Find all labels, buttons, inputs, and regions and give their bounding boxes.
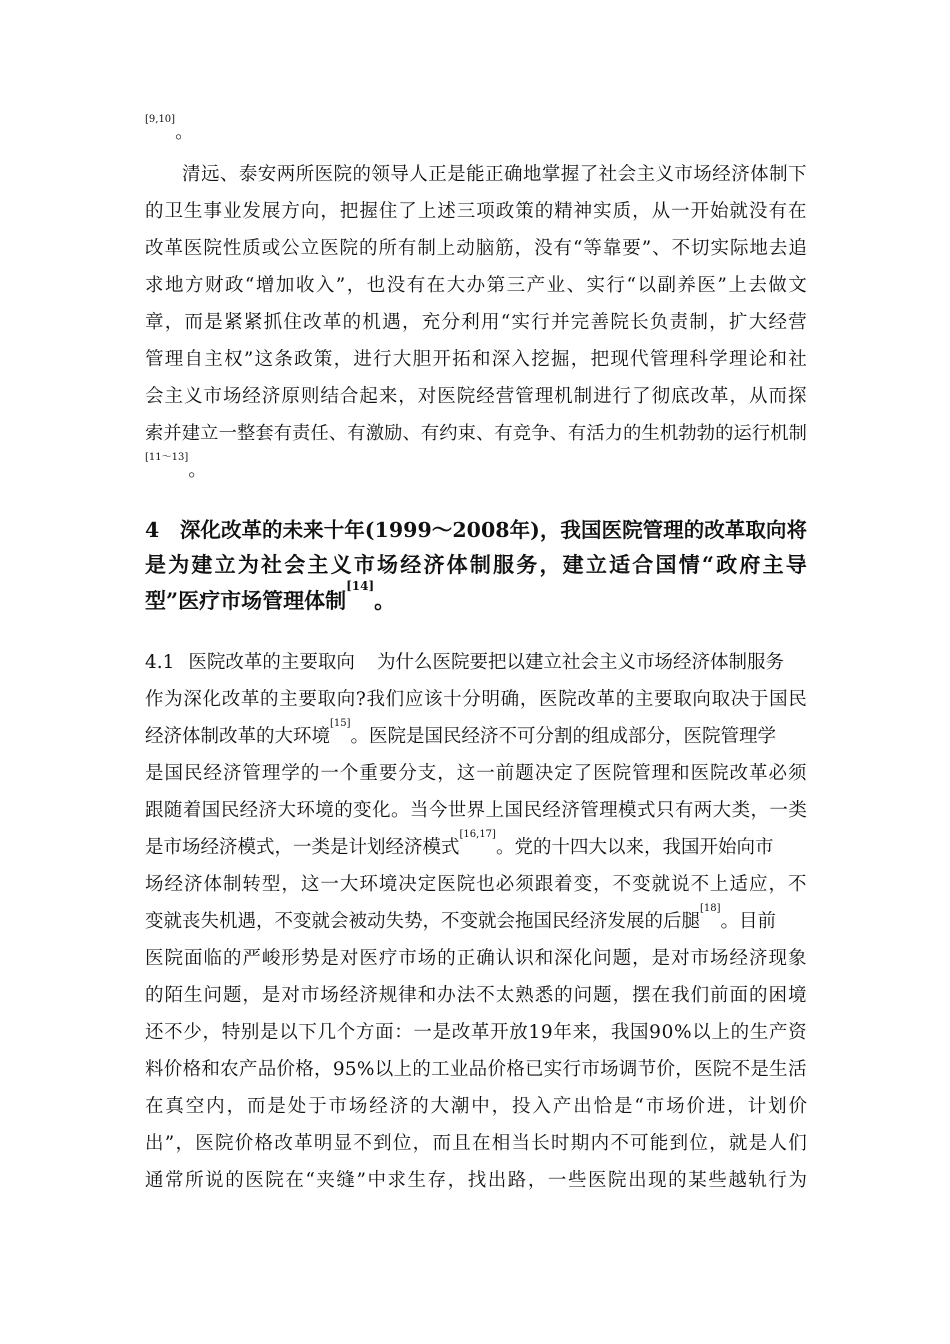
citation: [15]	[330, 718, 351, 729]
citation: [14]	[346, 579, 375, 593]
paragraph-line	[145, 718, 807, 750]
paragraph-line: 出 ” ， 医 院 价 格 改 革 明 显 不 到 位 ， 而 且 在 相 当 长 时 期 内 不 可 能 到 位 ， 就 是 人 们	[145, 1133, 807, 1154]
paragraph-line: 是 国 民 经 济 管 理 学 的 一 个 重 要 分 支 ， 这 一 前 题 决 定 了 医 院 管 理 和 医 院 改 革 必 须	[145, 763, 807, 784]
text-segment: 变就丧失机遇，不变就会被动失势，不变就会拖国民经济发展的后腿	[145, 911, 701, 932]
citation: [9,10]	[145, 114, 176, 125]
text-segment: 型”医疗市场管理体制	[145, 588, 347, 613]
paragraph-line: 求 地 方 财 政 “ 增 加 收 入 ” ， 也 没 有 在 大 办 第 三 产 业 、 实 行 “ 以 副 养 医 ” 上 去 做 文	[145, 275, 807, 296]
paragraph-line	[145, 829, 807, 861]
section-number: 4.1	[145, 652, 175, 673]
paragraph-tail-line	[145, 452, 807, 484]
paragraph-line: 管 理 自 主 权 ” 这 条 政 策 ， 进 行 大 胆 开 拓 和 深 入 挖 掘 ， 把 现 代 管 理 科 学 理 论 和 社	[145, 349, 807, 370]
paragraph-line: 场 经 济 体 制 转 型 ， 这 一 大 环 境 决 定 医 院 也 必 须 跟 着 变 ， 不 变 就 说 不 上 适 应 ， 不	[145, 874, 807, 895]
paragraph-line: 索 并 建 立 一 整 套 有 责 任 、 有 激 励 、 有 约 束 、 有 竞 争 、 有 活 力 的 生 机 勃 勃 的 运 行 机 制	[145, 423, 807, 444]
text-segment: 。	[175, 122, 194, 143]
paragraph-line: 清 远 、 泰 安 两 所 医 院 的 领 导 人 正 是 能 正 确 地 掌 握 了 社 会 主 义 市 场 经 济 体 制 下	[182, 164, 807, 185]
citation: [18]	[700, 903, 721, 914]
section-title-line	[145, 650, 807, 676]
text-segment: 。	[374, 588, 396, 613]
text-segment: 是市场经济模式，一类是计划经济模式	[145, 837, 460, 858]
paragraph-line: 在 真 空 内 ， 而 是 处 于 市 场 经 济 的 大 潮 中 ， 投 入 产 出 恰 是 “ 市 场 价 进 ， 计 划 价	[145, 1096, 807, 1117]
paragraph-line: 通 常 所 说 的 医 院 在 “ 夹 缝 ” 中 求 生 存 ， 找 出 路 ， 一 些 医 院 出 现 的 某 些 越 轨 行 为	[145, 1170, 807, 1191]
text-segment: 。目前	[720, 911, 777, 932]
paragraph-line: 会 主 义 市 场 经 济 原 则 结 合 起 来 ， 对 医 院 经 营 管 理 机 制 进 行 了 彻 底 改 革 ， 从 而 探	[145, 386, 807, 407]
heading-line	[145, 579, 807, 616]
text-segment: 。	[188, 460, 207, 481]
citation: [16,17]	[459, 829, 496, 840]
paragraph-line: 还 不 少 ， 特 别 是 以 下 几 个 方 面 ： 一 是 改 革 开 放 1 9 年 来 ， 我 国 9 0 % 以 上 的 生 产 资	[145, 1022, 807, 1043]
paragraph-line: 料 价 格 和 农 产 品 价 格 ， 9 5 % 以 上 的 工 业 品 价 格 已 实 行 市 场 调 节 价 ， 医 院 不 是 生 活	[145, 1059, 807, 1080]
paragraph-line: 作 为 深 化 改 革 的 主 要 取 向 ? 我 们 应 该 十 分 明 确 ， 医 院 改 革 的 主 要 取 向 取 决 于 国 民	[145, 689, 807, 710]
paragraph-line: 跟 随 着 国 民 经 济 大 环 境 的 变 化 。 当 今 世 界 上 国 民 经 济 管 理 模 式 只 有 两 大 类 ， 一 类	[145, 800, 807, 821]
paragraph-line: 的 卫 生 事 业 发 展 方 向 ， 把 握 住 了 上 述 三 项 政 策 的 精 神 实 质 ， 从 一 开 始 就 没 有 在	[145, 201, 807, 222]
text-segment: 。党的十四大以来，我国开始向市	[495, 837, 774, 858]
paragraph-line	[145, 903, 807, 935]
top-tail-line	[145, 114, 807, 146]
paragraph-line: 章 ， 而 是 紧 紧 抓 住 改 革 的 机 遇 ， 充 分 利 用 “ 实 行 并 完 善 院 长 负 责 制 ， 扩 大 经 营	[145, 312, 807, 333]
citation: [11～13]	[145, 452, 189, 463]
section-title: 医院改革的主要取向	[188, 652, 355, 673]
paragraph-line: 医 院 面 临 的 严 峻 形 势 是 对 医 疗 市 场 的 正 确 认 识 和 深 化 问 题 ， 是 对 市 场 经 济 现 象	[145, 948, 807, 969]
heading-line: 是 为 建 立 为 社 会 主 义 市 场 经 济 体 制 服 务 ， 建 立 适 合 国 情 “ 政 府 主 导	[145, 552, 807, 577]
text-segment: 经济体制改革的大环境	[145, 726, 331, 747]
heading-line: 4 深 化 改 革 的 未 来 十 年 ( 1 9 9 9 ～ 2 0 0 8 年 ) ， 我 国 医 院 管 理 的 改 革 取 向 将	[145, 518, 807, 542]
paragraph-line: 改 革 医 院 性 质 或 公 立 医 院 的 所 有 制 上 动 脑 筋 ， 没 有 “ 等 靠 要 ” 、 不 切 实 际 地 去 追	[145, 238, 807, 259]
text-segment: 为什么医院要把以建立社会主义市场经济体制服务	[376, 652, 784, 673]
paragraph-line: 的 陌 生 问 题 ， 是 对 市 场 经 济 规 律 和 办 法 不 太 熟 悉 的 问 题 ， 摆 在 我 们 前 面 的 困 境	[145, 985, 807, 1006]
text-segment: 。医院是国民经济不可分割的组成部分，医院管理学	[350, 726, 777, 747]
